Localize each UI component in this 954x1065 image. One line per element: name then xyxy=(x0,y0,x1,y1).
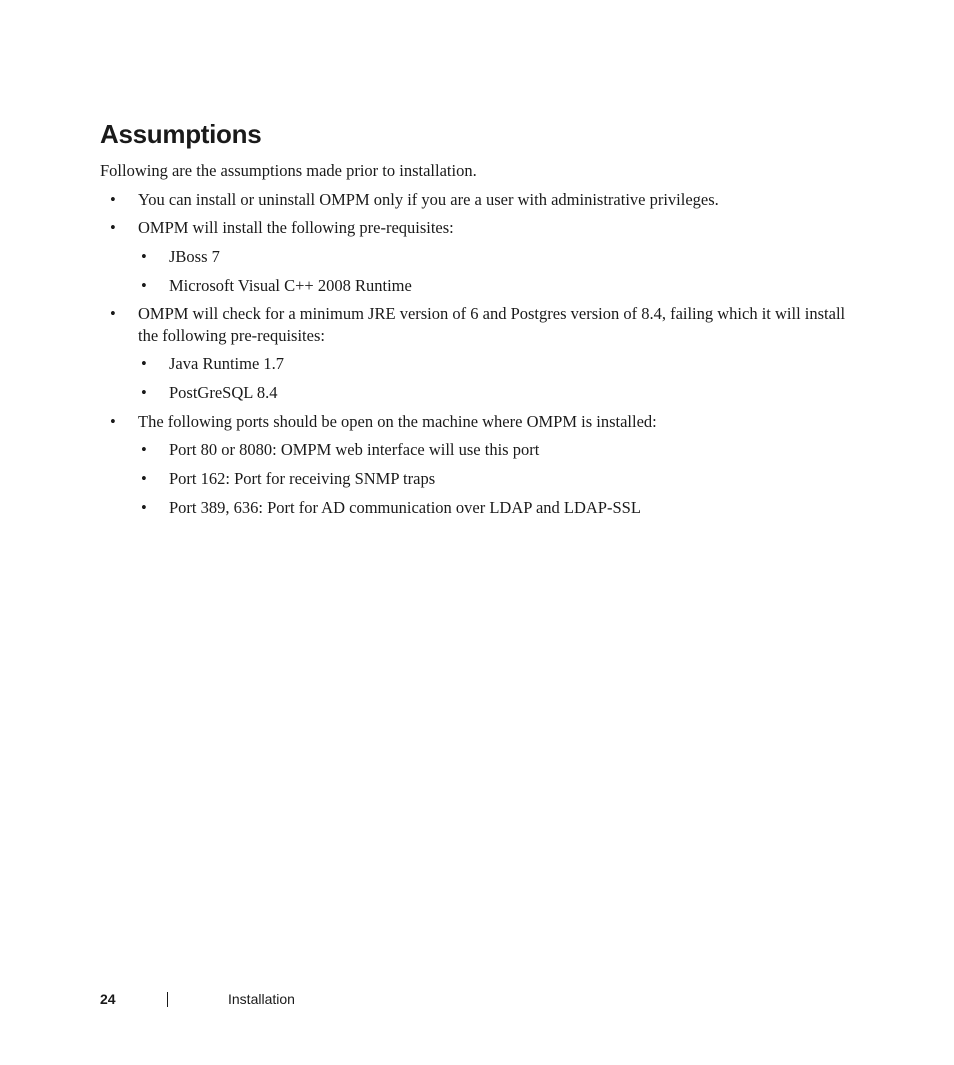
sub-list-item-text: Port 80 or 8080: OMPM web interface will use this port xyxy=(169,440,540,459)
page-title: Assumptions xyxy=(100,119,262,149)
list-item-text: You can install or uninstall OMPM only if you are a user with administrative privileges. xyxy=(138,190,719,209)
page-footer xyxy=(0,988,954,1012)
bullet-icon: • xyxy=(110,218,116,237)
sub-list-item xyxy=(141,275,809,297)
list-item xyxy=(110,217,858,239)
page-number: 24 xyxy=(100,991,116,1007)
bullet-icon: • xyxy=(141,469,147,488)
bullet-icon: • xyxy=(141,383,147,402)
bullet-icon: • xyxy=(110,304,116,323)
sub-list-item xyxy=(141,382,809,404)
bullet-icon: • xyxy=(141,354,147,373)
sub-list-item xyxy=(141,246,809,268)
list-item xyxy=(110,189,858,211)
bullet-icon: • xyxy=(141,247,147,266)
bullet-icon: • xyxy=(141,498,147,517)
bullet-icon: • xyxy=(141,440,147,459)
intro-paragraph: Following are the assumptions made prior to installation. xyxy=(100,161,477,180)
sub-list-item xyxy=(141,353,809,375)
bullet-icon: • xyxy=(110,412,116,431)
sub-list-item xyxy=(141,497,809,519)
sub-list-item-text: Microsoft Visual C++ 2008 Runtime xyxy=(169,276,412,295)
footer-separator xyxy=(167,992,168,1007)
bullet-icon: • xyxy=(141,276,147,295)
bullet-icon: • xyxy=(110,190,116,209)
footer-section-name: Installation xyxy=(228,991,295,1007)
list-item xyxy=(110,303,858,347)
sub-list-item xyxy=(141,468,809,490)
sub-list-item-text: PostGreSQL 8.4 xyxy=(169,383,278,402)
sub-list-item-text: Port 162: Port for receiving SNMP traps xyxy=(169,469,436,488)
sub-list-item xyxy=(141,439,809,461)
sub-list-item-text: Port 389, 636: Port for AD communication over LDAP and LDAP-SSL xyxy=(169,498,641,517)
list-item-text: The following ports should be open on the machine where OMPM is installed: xyxy=(138,412,657,431)
list-item xyxy=(110,411,858,433)
list-item-text: OMPM will check for a minimum JRE version of 6 and Postgres version of 8.4, failing which it will install the following pre-requisites: xyxy=(138,304,846,345)
sub-list-item-text: Java Runtime 1.7 xyxy=(169,354,285,373)
sub-list-item-text: JBoss 7 xyxy=(169,247,220,266)
list-item-text: OMPM will install the following pre-requisites: xyxy=(138,218,454,237)
